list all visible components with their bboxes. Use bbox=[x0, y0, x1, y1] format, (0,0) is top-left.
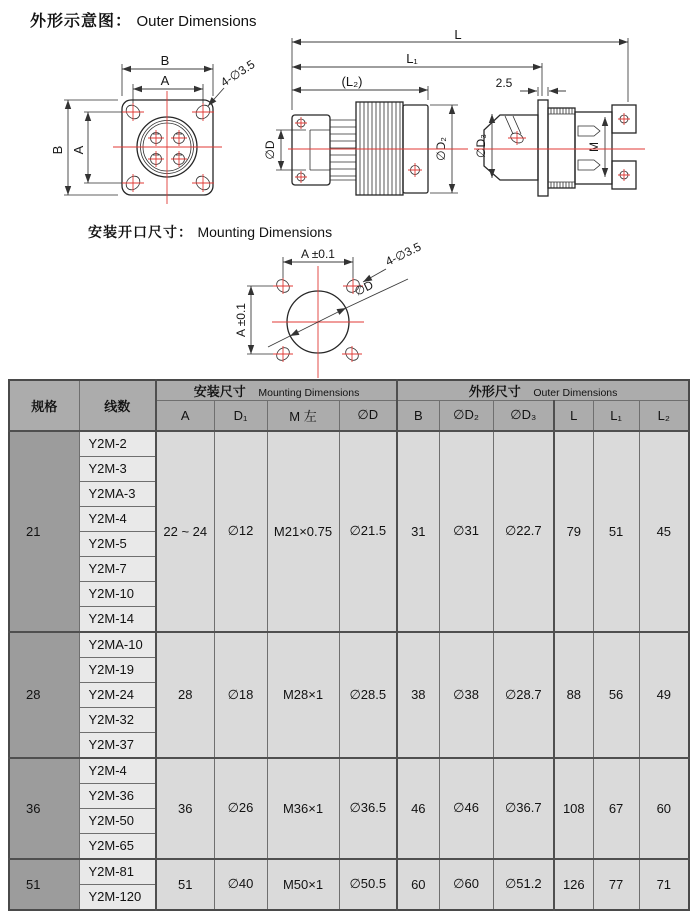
flange-dim-a-left: A bbox=[71, 145, 86, 155]
spec-cell: 36 bbox=[9, 758, 79, 859]
mounting-dimensions-title-en: Mounting Dimensions bbox=[197, 224, 333, 240]
value-cell: 36 bbox=[156, 758, 214, 859]
mounting-holes-callout: 4-∅3.5 bbox=[383, 239, 424, 269]
model-cell: Y2M-120 bbox=[79, 884, 156, 910]
model-cell: Y2M-4 bbox=[79, 506, 156, 531]
value-cell: M36×1 bbox=[267, 758, 339, 859]
spec-column-header: 规格 bbox=[9, 380, 79, 431]
model-cell: Y2M-37 bbox=[79, 732, 156, 758]
receptacle-side-view bbox=[474, 100, 645, 196]
dim-m: M bbox=[587, 142, 601, 152]
col-header-b: B bbox=[397, 401, 439, 431]
mounting-dimensions-title-zh: 安装开口尺寸： bbox=[88, 224, 193, 240]
col-header-l2: L₂ bbox=[639, 401, 689, 431]
value-cell: 28 bbox=[156, 632, 214, 758]
value-cell: 38 bbox=[397, 632, 439, 758]
wires-column-header: 线数 bbox=[79, 380, 156, 431]
outer-dimensions-title bbox=[30, 8, 257, 31]
outer-group-header bbox=[397, 380, 689, 401]
model-cell: Y2M-7 bbox=[79, 556, 156, 581]
mounting-dimensions-drawing bbox=[150, 239, 490, 378]
flange-dim-b-left: B bbox=[50, 145, 65, 155]
dimensions-table bbox=[8, 379, 690, 911]
col-header-a: A bbox=[156, 401, 214, 431]
flange-holes-callout: 4-∅3.5 bbox=[218, 57, 258, 90]
col-header-l1: L₁ bbox=[593, 401, 639, 431]
flange-outline bbox=[122, 100, 213, 195]
model-cell: Y2M-50 bbox=[79, 808, 156, 833]
model-cell: Y2M-14 bbox=[79, 606, 156, 632]
dim-l2: (L₂) bbox=[341, 74, 363, 89]
mounting-dim-a-left: A ±0.1 bbox=[234, 303, 248, 337]
spec-cell: 51 bbox=[9, 859, 79, 910]
value-cell: 46 bbox=[397, 758, 439, 859]
value-cell: ∅28.5 bbox=[339, 632, 397, 758]
coupling-nut bbox=[356, 102, 403, 195]
value-cell: 67 bbox=[593, 758, 639, 859]
col-header-l: L bbox=[554, 401, 593, 431]
value-cell: ∅50.5 bbox=[339, 859, 397, 910]
value-cell: 71 bbox=[639, 859, 689, 910]
col-header-d: ∅D bbox=[339, 401, 397, 431]
value-cell: ∅40 bbox=[214, 859, 267, 910]
col-header-m: M 左 bbox=[267, 401, 339, 431]
cable-clamp-fingers bbox=[330, 120, 356, 180]
dim-d: ∅D bbox=[263, 140, 277, 160]
outer-group-header-zh: 外形尺寸 bbox=[468, 384, 521, 399]
table-row bbox=[9, 859, 689, 885]
value-cell: ∅51.2 bbox=[493, 859, 554, 910]
mounting-dim-d: ∅D bbox=[352, 277, 376, 299]
dim-d3: ∅D₃ bbox=[474, 133, 488, 159]
model-cell: Y2M-4 bbox=[79, 758, 156, 784]
dim-flange-thickness: 2.5 bbox=[495, 76, 513, 90]
model-cell: Y2MA-3 bbox=[79, 481, 156, 506]
value-cell: 49 bbox=[639, 632, 689, 758]
value-cell: 88 bbox=[554, 632, 593, 758]
value-cell: 56 bbox=[593, 632, 639, 758]
value-cell: ∅46 bbox=[439, 758, 493, 859]
flange-front-view bbox=[50, 53, 258, 204]
col-header-d1: D₁ bbox=[214, 401, 267, 431]
col-header-d2: ∅D₂ bbox=[439, 401, 493, 431]
mounting-group-header-en: Mounting Dimensions bbox=[258, 387, 360, 399]
value-cell: M28×1 bbox=[267, 632, 339, 758]
value-cell: 51 bbox=[593, 431, 639, 632]
outer-dimensions-drawing bbox=[0, 30, 695, 220]
value-cell: 45 bbox=[639, 431, 689, 632]
model-cell: Y2M-5 bbox=[79, 531, 156, 556]
value-cell: 126 bbox=[554, 859, 593, 910]
value-cell: M21×0.75 bbox=[267, 431, 339, 632]
model-cell: Y2M-24 bbox=[79, 682, 156, 707]
dim-d2: ∅D₂ bbox=[434, 137, 448, 161]
value-cell: ∅12 bbox=[214, 431, 267, 632]
model-cell: Y2M-2 bbox=[79, 431, 156, 457]
model-cell: Y2M-19 bbox=[79, 657, 156, 682]
value-cell: M50×1 bbox=[267, 859, 339, 910]
dim-l1: L₁ bbox=[406, 51, 418, 66]
threaded-neck bbox=[548, 108, 575, 188]
table-row bbox=[9, 431, 689, 457]
plug-side-view bbox=[263, 30, 628, 195]
mounting-flange bbox=[538, 100, 548, 196]
spec-cell: 28 bbox=[9, 632, 79, 758]
value-cell: ∅18 bbox=[214, 632, 267, 758]
outer-group-header-en: Outer Dimensions bbox=[533, 387, 618, 399]
value-cell: ∅38 bbox=[439, 632, 493, 758]
value-cell: ∅31 bbox=[439, 431, 493, 632]
mounting-dim-a-top: A ±0.1 bbox=[301, 247, 335, 261]
model-cell: Y2M-81 bbox=[79, 859, 156, 885]
value-cell: ∅60 bbox=[439, 859, 493, 910]
value-cell: ∅36.7 bbox=[493, 758, 554, 859]
mounting-group-header-zh: 安装尺寸 bbox=[193, 384, 246, 399]
value-cell: ∅26 bbox=[214, 758, 267, 859]
value-cell: 79 bbox=[554, 431, 593, 632]
value-cell: ∅28.7 bbox=[493, 632, 554, 758]
col-header-d3: ∅D₃ bbox=[493, 401, 554, 431]
mounting-ears bbox=[612, 105, 636, 189]
outer-dimensions-title-en: Outer Dimensions bbox=[136, 13, 257, 30]
value-cell: ∅22.7 bbox=[493, 431, 554, 632]
flange-centerlines bbox=[113, 91, 222, 204]
table-row bbox=[9, 632, 689, 658]
dimensions-table-body bbox=[9, 431, 689, 910]
value-cell: ∅36.5 bbox=[339, 758, 397, 859]
value-cell: 108 bbox=[554, 758, 593, 859]
value-cell: 22 ~ 24 bbox=[156, 431, 214, 632]
contact-pins bbox=[148, 130, 187, 167]
value-cell: 77 bbox=[593, 859, 639, 910]
value-cell: 51 bbox=[156, 859, 214, 910]
value-cell: 31 bbox=[397, 431, 439, 632]
model-cell: Y2M-32 bbox=[79, 707, 156, 732]
spec-cell: 21 bbox=[9, 431, 79, 632]
value-cell: ∅21.5 bbox=[339, 431, 397, 632]
value-cell: 60 bbox=[397, 859, 439, 910]
mounting-group-header bbox=[156, 380, 397, 401]
table-row bbox=[9, 758, 689, 784]
model-cell: Y2M-3 bbox=[79, 456, 156, 481]
model-cell: Y2M-65 bbox=[79, 833, 156, 859]
model-cell: Y2M-36 bbox=[79, 783, 156, 808]
value-cell: 60 bbox=[639, 758, 689, 859]
outer-dimensions-title-zh: 外形示意图： bbox=[30, 13, 133, 30]
flange-dim-a-top: A bbox=[160, 73, 170, 88]
model-cell: Y2M-10 bbox=[79, 581, 156, 606]
flange-dim-b-top: B bbox=[160, 53, 170, 68]
dim-l: L bbox=[454, 30, 462, 42]
model-cell: Y2MA-10 bbox=[79, 632, 156, 658]
flange-mounting-holes bbox=[122, 102, 214, 192]
